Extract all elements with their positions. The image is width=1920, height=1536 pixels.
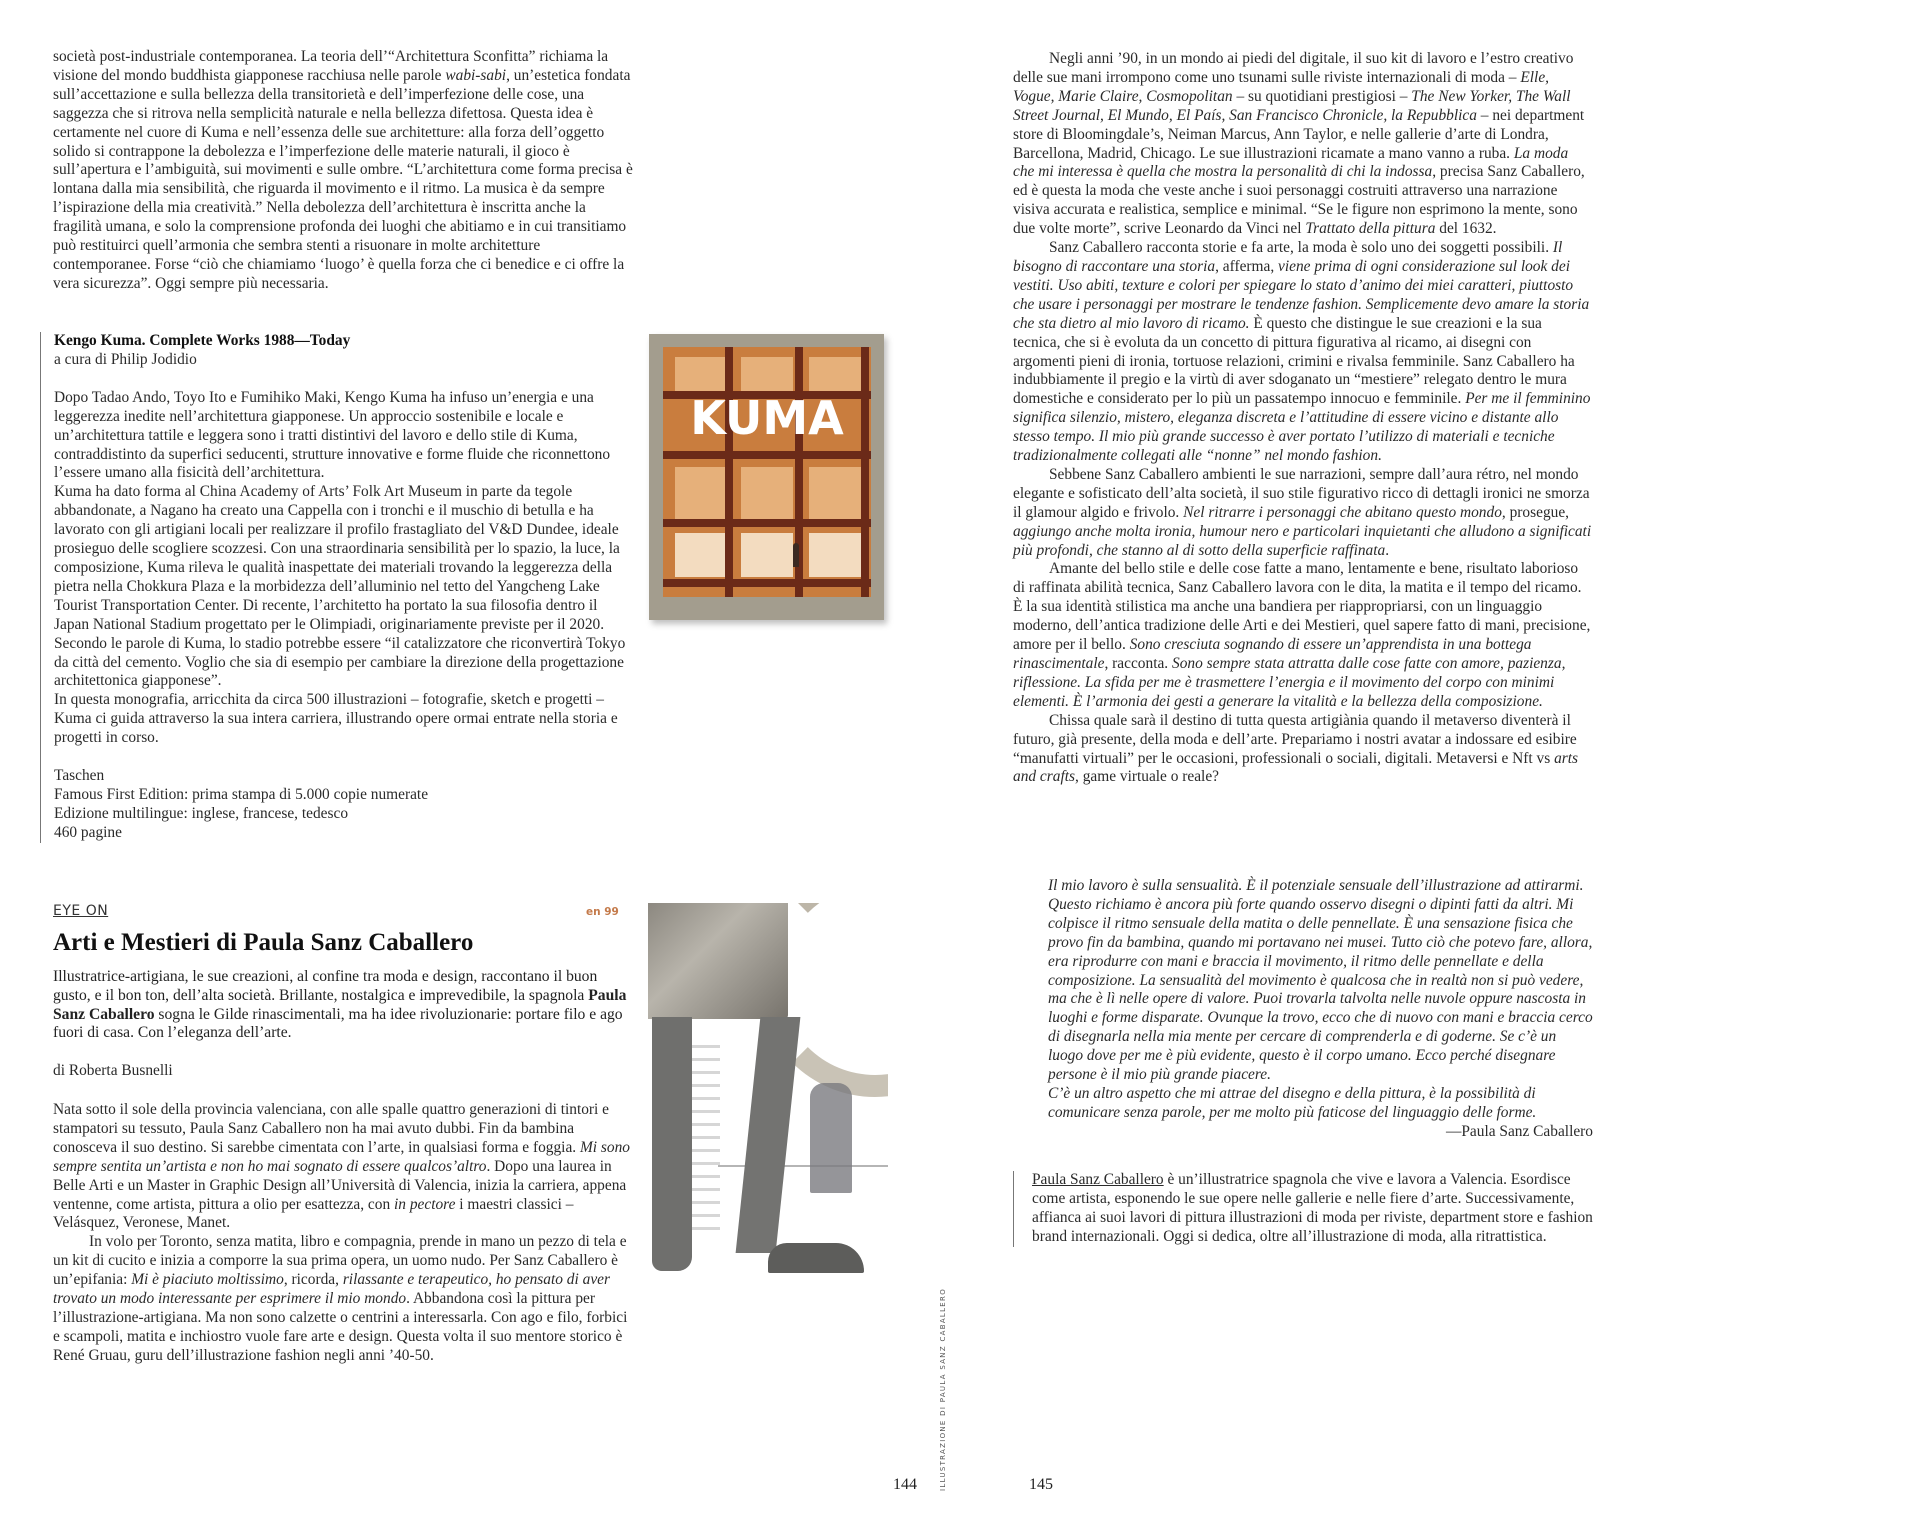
text-run: . Abbandona così la pittura per l’illustrazione-artigiana. Ma non sono calzette o centrini a interessarla. Con ago e filo, forbici e scampoli, matita e inchiostro vuole fare arte e design. Questa volta il suo mentore storico è René Gruau, guru dell’illustrazione fashion negli anni ’40-50.	[53, 1290, 628, 1364]
italic-run: Sono cresciuta sognando di essere un’apprendista in una bottega rinascimentale	[1013, 636, 1532, 672]
article-headline: Arti e Mestieri di Paula Sanz Caballero	[53, 929, 474, 956]
italic-run: arts and crafts	[1013, 749, 1579, 786]
book-editor: a cura di Philip Jodidio	[54, 350, 197, 368]
page-number-left: 144	[893, 1476, 917, 1493]
italic-run: Mi è piaciuto moltissimo	[131, 1271, 284, 1289]
text-run: , ricorda,	[283, 1271, 343, 1289]
fashion-illustration	[648, 903, 888, 1283]
image-credit-text: ILLUSTRAZIONE DI PAULA SANZ CABALLERO	[939, 1287, 947, 1491]
text-run: i maestri classici – Velásquez, Veronese, Manet.	[53, 1195, 574, 1232]
italic-run: Mi sono sempre sentita un’artista e non ho mai sognato di essere qualcos’altro	[53, 1138, 630, 1175]
text-run: . Dopo una laurea in Belle Arti e un Master in Graphic Design all’Università di Valencia, inizia la carriera, appena ventenne, come artista, pittura a olio per esattezza, con	[53, 1157, 627, 1213]
rich-paragraph	[1013, 50, 1593, 239]
text-run: del 1632.	[1435, 220, 1497, 238]
book-title: Kengo Kuma. Complete Works 1988—Today	[54, 332, 351, 349]
section-label: EYE ON	[53, 903, 109, 919]
text-run: Amante del bello stile e delle cose fatte a mano, lentamente e bene, risultato laborioso di raffinata abilità tecnica, Sanz Caballero lavora con le dita, la matita e il tempo del ricamo. È la sua identità stilistica ma anche una bandiera per riappropriarsi, con un linguaggio moderno, dell’antica tradizione delle Arti e dei Mestieri, quel sapere fatto di mani, precisione, amore per il bello.	[1013, 560, 1591, 654]
image-credit	[937, 1287, 949, 1491]
italic-run: Il bisogno di raccontare una storia	[1013, 239, 1563, 275]
text-run: Negli anni ’90, in un mondo ai piedi del digitale, il suo kit di lavoro e l’estro creativo delle sue mani irrompono come uno tsunami sulle riviste internazionali di moda –	[1013, 50, 1574, 86]
rich-paragraph	[1013, 712, 1593, 788]
quote-text-1: Il mio lavoro è sulla sensualità. È il potenziale sensuale dell’illustrazione ad attirarmi. Questo richiamo è ancora più forte quando osservo disegni o dipinti fatti da altri. Mi colpisce il ritmo sensuale della matita o delle pennellate. È una sensazione fisica che provo fin da bambina, quando mi portavano nei musei. Tutto ciò che potevo fare, allora, era riprodurre con mani e braccia il movimento, il ritmo delle pennellate e della composizione. La sensualità del movimento è qualcosa che in realtà non si può vedere, ma che è lì nelle opere di valore. Puoi trovarla talvolta nelle nuvole oppure nascosta in luoghi e forme disparate. Ovunque la trovo, ecco che di nuovo con mani e braccia cerco di disegnarla nella mia mente per cercare di comprenderla e di goderne. Se c’è un luogo dove per me è più evidente, questo è il corpo umano. Ecco perché disegnare persone è il mio più grande piacere.	[1048, 877, 1593, 1084]
cover-photo	[663, 347, 871, 597]
italic-run: viene prima di ogni considerazione sul look dei vestiti. Uso abiti, texture e colori per spiegare lo stato d’animo dei miei caratteri, piuttosto che usare i personaggi per mostrare le tendenze fashion. Semplicemente devo amare la storia che sta dietro al mio lavoro di ricamo.	[1013, 257, 1590, 332]
book-edition: Famous First Edition: prima stampa di 5.000 copie numerate	[54, 785, 429, 803]
italic-run: Nel ritrarre i personaggi che abitano questo mondo	[1183, 503, 1502, 521]
pull-quote	[1048, 877, 1593, 1142]
cover-title: KUMA	[690, 391, 844, 445]
illustration-people	[810, 1083, 852, 1193]
text-run: È questo che distingue le sue creazioni e la sua tecnica, che si è evoluta da un concetto di pittura figurativa al ricamo, ai disegni con argomenti pieni di ironia, tortuose relazioni, crimini e rivalsa femminile. Sanz Caballero ha indubbiamente il pregio e la virtù di aver sdoganato un “mestiere” relegato dentro le mura domestiche e considerato per lo più un passatempo innocuo e femminile.	[1013, 314, 1575, 408]
text-run: Illustratrice-artigiana, le sue creazioni, al confine tra moda e design, raccontano il buon gusto, e il bon ton, dell’alta società. Brillante, nostalgica e imprevedibile, la spagnola	[53, 968, 598, 1004]
bio-name-link[interactable]: Paula Sanz Caballero	[1032, 1171, 1164, 1188]
text-run: , un’estetica fondata sull’accettazione e sulla bellezza della transitorietà e dell’imperfezione delle cose, una saggezza che si ritrova nella semplicità naturale e nella bellezza difettosa. Questa idea è certamente nel cuore di Kuma e nell’essenza delle sue architetture: alla forza dell’oggetto solido si contrappone la debolezza e l’imperfezione delle materie naturali, il gioco è sull’apertura e l’ambiguità, sui movimenti e sulle ombre. “L’architettura come forma precisa è lontana dalla mia sensibilità, che riguarda il movimento e il ritmo. La musica è da sempre l’ispirazione della mia creatività.” Nella debolezza dell’architettura è inscritta anche la fragilità umana, e solo la comprensione profonda dei luoghi che abitiamo e in cui transitiamo può restituirci quell’armonia che sembra stenti a risuonare in molte architetture contemporanee. Forse “ciò che chiamiamo ‘luogo’ è quella forza che ci benedice e ci offre la vera sicurezza”. Oggi sempre più necessaria.	[53, 66, 633, 292]
quote-signature: —Paula Sanz Caballero	[1445, 1122, 1593, 1140]
illustration-leg	[652, 1017, 692, 1271]
italic-run: Sono sempre stata attratta dalle cose fatte con amore, pazienza, riflessione. La sfida per me è trasmettere l’energia e il movimento del corpo con minimi elementi. È l’armonia dei gesti a generare la vitalità e la bellezza della composizione.	[1013, 655, 1566, 710]
illustration-shoe	[768, 1243, 864, 1273]
book-description-2: Kuma ha dato forma al China Academy of Arts’ Folk Art Museum in parte da tegole abbandonate, a Nagano ha creato una Cappella con i tronchi e il muschio di betulla e ha lavorato con gli artigiani locali per realizzare il profilo frastagliato del V&D Dundee, ideale prosieguo delle scogliere scozzesi. Con una straordinaria sensibilità per lo spazio, la luce, la composizione, Kuma rileva le qualità inaspettate dei materiali trovando la leggerezza della pietra nella Chokkura Plaza e la morbidezza dell’alluminio nel tetto del Yangcheng Lake Tourist Transportation Center. Di recente, l’architetto ha portato la sua filosofia dentro il Japan National Stadium progettato per le Olimpiadi, originariamente previste per il 2020. Secondo le parole di Kuma, lo stadio potrebbe essere “il catalizzatore che riconvertirà Tokyo da città del cemento. Voglio che sia di esempio per cambiare la direzione della progettazione architettonica giapponese”.	[54, 483, 626, 690]
cover-figure	[793, 543, 799, 567]
text-run: – nei department store di Bloomingdale’s, Neiman Marcus, Ann Taylor, e nelle gallerie d’arte di Londra, Barcellona, Madrid, Chicago. Le sue illustrazioni ricamate a mano vanno a ruba.	[1013, 106, 1585, 162]
book-description-1: Dopo Tadao Ando, Toyo Ito e Fumihiko Maki, Kengo Kuma ha infuso un’energia e una leggerezza inedite nell’architettura giapponese. Un approccio sostenibile e locale e un’architettura tattile e leggera sono i tratti distintivi del lavoro e dello stile di Kuma, contraddistinto da superfici seducenti, strutture innovative e forme fluide che riconnettono l’essere umano alla fisicità dell’architettura.	[54, 388, 611, 482]
author-bio-box	[1013, 1171, 1594, 1247]
rich-paragraph	[1013, 560, 1593, 711]
rich-paragraph	[53, 1233, 633, 1365]
quote-text-2: C’è un altro aspetto che mi attrae del disegno e della pittura, è la possibilità di comunicare senza parole, per me molto più faticose del linguaggio delle forme.	[1048, 1084, 1537, 1121]
text-run: Chissa quale sarà il destino di tutta questa artigiània quando il metaverso diventerà il futuro, già presente, della moda e dell’arte. Prepariamo i nostri avatar a indossare ed esibire “manufatti virtuali” per le occasioni, professionali o sociali, digitali. Metaversi e Nft vs	[1013, 711, 1577, 767]
text-run: , prosegue,	[1501, 503, 1570, 521]
italic-run: rilassante e terapeutico, ho pensato di aver trovato un modo interessante per esprimere il mio mondo	[53, 1271, 610, 1308]
text-run: , precisa Sanz Caballero, ed è questa la moda che veste anche i suoi personaggi costruiti attraverso una narrazione visiva accurata e realistica, semplice e minimal. “Se le figure non esprimono la mente, sono due volte morte”, scrive Leonardo da Vinci nel	[1013, 163, 1585, 238]
page-number-right: 145	[1029, 1476, 1053, 1493]
italic-run: in pectore	[394, 1195, 456, 1213]
text-run: Sanz Caballero racconta storie e fa arte, la moda è solo uno dei soggetti possibili.	[1049, 239, 1553, 257]
rich-paragraph	[1013, 466, 1593, 561]
book-publisher: Taschen	[54, 767, 105, 785]
rich-paragraph	[53, 1101, 633, 1233]
text-run: società post-industriale contemporanea. La teoria dell’“Architettura Sconfitta” richiama la visione del mondo buddhista giapponese racchiusa nelle parole	[53, 48, 609, 84]
italic-run: La moda che mi interessa è quella che mostra la personalità di chi la indossa	[1013, 144, 1569, 181]
text-run: Nata sotto il sole della provincia valenciana, con alle spalle quattro generazioni di tintori e stampatori su tessuto, Paula Sanz Caballero non ha mai avuto dubbi. Fin da bambina conosceva il suo destino. Si sarebbe cimentata con l’arte, in qualsiasi forma e foggia.	[53, 1101, 610, 1156]
intro-paragraph	[53, 48, 633, 294]
text-run: , racconta.	[1104, 655, 1172, 672]
text-run: sogna le Gilde rinascimentali, ma ha idee rivoluzionarie: portare filo e ago fuori di casa. Con l’eleganza dell’arte.	[53, 1005, 623, 1042]
illustration-ground	[718, 1165, 888, 1167]
book-description-3: In questa monografia, arricchita da circa 500 illustrazioni – fotografie, sketch e progetti – Kuma ci guida attraverso la sua intera carriera, illustrando opere ormai entrate nella storia e progetti in corso.	[54, 691, 618, 747]
illustration-leg	[736, 1017, 801, 1253]
article-byline	[53, 1062, 633, 1081]
bold-run: Paula Sanz Caballero	[53, 986, 627, 1023]
italic-run: The New Yorker, The Wall Street Journal, El Mundo, El País, San Francisco Chronicle, la Repubblica	[1013, 87, 1571, 124]
text-run: .	[1385, 541, 1390, 559]
book-review-box	[40, 332, 634, 843]
book-pages: 460 pagine	[54, 823, 122, 841]
bio-paragraph	[1032, 1171, 1594, 1247]
text-run: – su quotidiani prestigiosi –	[1232, 87, 1412, 105]
byline-text: di Roberta Busnelli	[53, 1062, 173, 1079]
article-body-left	[53, 1101, 633, 1366]
section-reference: en 99	[586, 906, 619, 918]
illustration-skirt	[648, 903, 788, 1019]
article-standfirst	[53, 968, 633, 1043]
text-run: Sebbene Sanz Caballero ambienti le sue narrazioni, sempre dall’aura rétro, nel mondo elegante e sofisticato dell’alta società, il suo stile figurativo ricco di dettagli ironici ne smorza il glamour algido e frivolo.	[1013, 465, 1590, 521]
article-body-right	[1013, 50, 1593, 787]
italic-run: aggiungo anche molta ironia, humour nero e particolari inquietanti che alludono a significati più profondi, che stanno al di sotto della superficie raffinata	[1013, 522, 1592, 559]
bio-text: è un’illustratrice spagnola che vive e lavora a Valencia. Esordisce come artista, esponendo le sue opere nelle gallerie e nelle fiere d’arte. Successivamente, affianca ai suoi lavori di pittura illustrazioni di moda per riviste, department store e fashion brand internazionali. Oggi si dedica, oltre all’illustrazione di moda, alla ritrattistica.	[1032, 1171, 1593, 1245]
italic-run: wabi-sabi	[445, 66, 507, 84]
italic-run: Trattato della pittura	[1305, 220, 1436, 238]
italic-run: Per me il femminino significa silenzio, mistero, eleganza discreta e l’attitudine di essere vicino e distante allo stesso tempo. Il mio più grande successo è aver portato l’utilizzo di materiali e tecniche tradizionalmente collegati alle “nonne” nel mondo fashion.	[1013, 390, 1591, 465]
rich-paragraph	[53, 48, 633, 294]
text-run: , game virtuale o reale?	[1075, 768, 1219, 786]
text-run: , afferma,	[1215, 257, 1279, 275]
book-cover-image	[649, 334, 884, 620]
rich-paragraph	[53, 968, 633, 1043]
text-run: In volo per Toronto, senza matita, libro e compagnia, prende in mano un pezzo di tela e un kit di cucito e inizia a comporre la sua prima opera, un uomo nudo. Per Sanz Caballero è un’epifania:	[53, 1233, 627, 1289]
italic-run: Elle, Vogue, Marie Claire, Cosmopolitan	[1013, 68, 1549, 105]
book-languages: Edizione multilingue: inglese, francese, tedesco	[54, 804, 349, 822]
rich-paragraph	[1013, 239, 1593, 466]
